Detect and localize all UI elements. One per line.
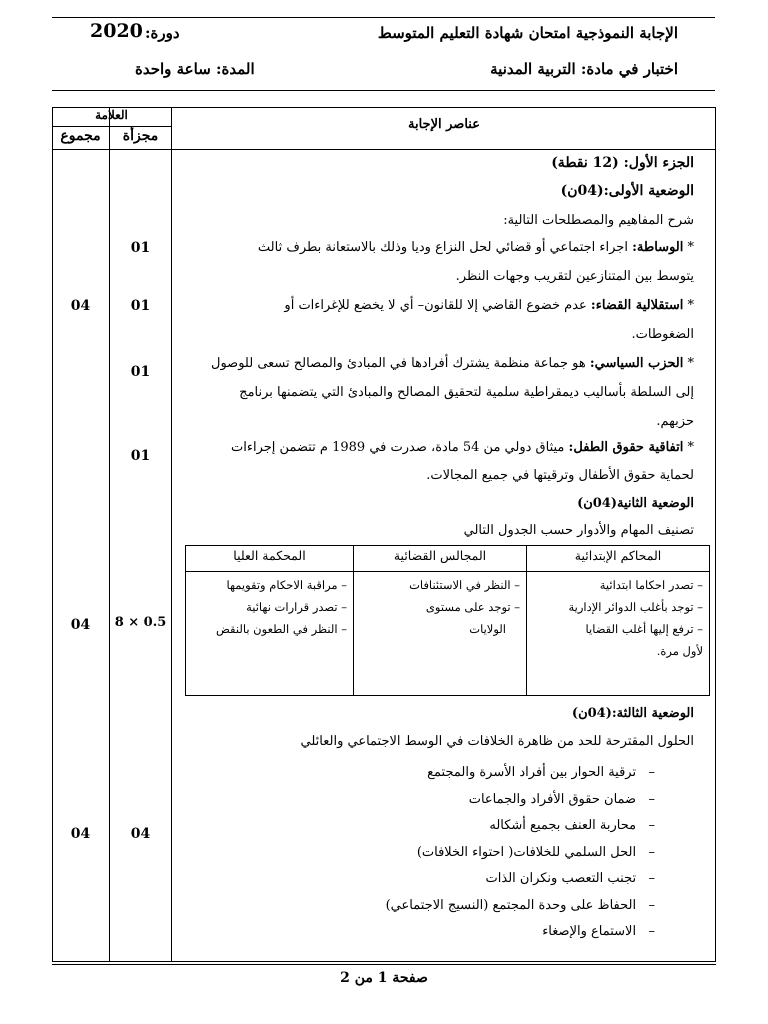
courts-col-supreme: المحكمة العليا: [186, 546, 354, 572]
head-rule-1: [52, 126, 171, 127]
s3-title: الوضعية الثالثة:(04ن): [571, 706, 694, 721]
list-item: – ضمان حقوق الأفراد والجماعات: [468, 791, 655, 807]
s1-item-3-line2: إلى السلطة بأساليب ديمقراطية سلمية لتحقيق المصالح والمبادئ التي يتضمنها برنامج: [239, 385, 694, 400]
footer-rule: [52, 964, 716, 965]
courts-col-councils: المجالس القضائية: [354, 546, 527, 572]
s1-item-2-def: عدم خضوع القاضي إلا للقانون– أي لا يخضع للإغراءات أو: [284, 298, 587, 313]
courts-primary-cell: [527, 572, 710, 696]
list-item: – محاربة العنف بجميع أشكاله: [489, 818, 655, 833]
s1-item-4-line2: لحماية حقوق الأطفال وترقيتها في جميع المجالات.: [426, 468, 694, 483]
list-item: – تصدر احكاما ابتدائية: [599, 578, 703, 592]
courts-supreme-cell: [186, 572, 354, 696]
list-item: – الاستماع والإصغاء: [542, 924, 655, 939]
s1-item-3-def: هو جماعة منظمة يشترك أفرادها في المبادئ والمصالح تسعى للوصول: [211, 356, 586, 371]
s3-solution: محاربة العنف بجميع أشكاله: [489, 818, 637, 833]
list-item: لأول مرة.: [656, 644, 703, 658]
s1-item-3-line3: حزبهم.: [656, 414, 694, 429]
s1-partial-1: 01: [130, 240, 151, 256]
list-item: – تصدر قرارات نهائية: [246, 600, 347, 614]
grade-header: العلامة: [95, 108, 128, 122]
s1-partial-4: 01: [130, 448, 151, 464]
total-header: مجموع: [60, 128, 101, 144]
s3-solution: ترقية الحوار بين أفراد الأسرة والمجتمع: [427, 765, 637, 780]
s3-solution: تجنب التعصب ونكران الذات: [485, 871, 637, 886]
s1-item-1-def: اجراء اجتماعي أو قضائي لحل النزاع وديا وذلك بالاستعانة بطرف ثالث: [257, 240, 628, 255]
answer-elements-header: عناصر الإجابة: [408, 117, 480, 132]
s1-item-3-term: الحزب السياسي:: [589, 356, 684, 371]
s1-item-4-term: اتفاقية حقوق الطفل:: [568, 440, 684, 455]
list-item: – تجنب التعصب ونكران الذات: [485, 871, 655, 886]
col-divider-2: [171, 107, 172, 962]
duration-line: المدة: ساعة واحدة: [135, 60, 255, 78]
exam-title: الإجابة النموذجية امتحان شهادة التعليم المتوسط: [377, 24, 678, 42]
header-bottom-rule: [52, 90, 715, 91]
s2-total: 04: [70, 617, 91, 633]
s3-solution: الاستماع والإصغاء: [542, 924, 637, 939]
list-item: – توجد على مستوى: [425, 600, 520, 614]
s1-partial-2: 01: [130, 298, 151, 314]
head-rule-2: [52, 149, 716, 150]
s2-intro: تصنيف المهام والأدوار حسب الجدول التالي: [463, 523, 694, 538]
courts-councils-cell: [354, 572, 527, 696]
s1-title: الوضعية الأولى:(04ن): [560, 183, 694, 199]
s1-item-1-line2: يتوسط بين المتنازعين لتقريب وجهات النظر.: [455, 269, 694, 284]
session-label: دورة:: [145, 24, 180, 42]
s3-solutions-list: [386, 760, 655, 946]
list-item: – النظر في الاستئنافات: [409, 578, 520, 592]
session-year: 2020: [90, 20, 143, 42]
s3-solution: الحل السلمي للخلافات( احتواء الخلافات): [416, 844, 637, 860]
part1-title: الجزء الأول: (12 نقطة): [551, 155, 694, 171]
s1-total: 04: [70, 298, 91, 314]
s1-item-1-line1: * الوساطة: اجراء اجتماعي أو قضائي لحل النزاع وديا وذلك بالاستعانة بطرف ثالث: [257, 240, 694, 255]
s3-solution: ضمان حقوق الأفراد والجماعات: [468, 791, 637, 807]
list-item: – الحفاظ على وحدة المجتمع (النسيج الاجتماعي): [385, 897, 655, 913]
list-item: – ترقية الحوار بين أفراد الأسرة والمجتمع: [427, 765, 655, 780]
list-item: – مراقبة الاحكام وتقويمها: [226, 578, 347, 592]
list-item: – ترفع إليها أغلب القضايا: [585, 622, 703, 636]
s3-partial: 04: [130, 826, 151, 842]
list-item: – النظر في الطعون بالنقض: [215, 622, 347, 636]
s1-item-2-line1: * استقلالية القضاء: عدم خضوع القاضي إلا للقانون– أي لا يخضع للإغراءات أو: [284, 298, 694, 313]
s1-partial-3: 01: [130, 364, 151, 380]
s1-item-2-line2: الضغوطات.: [631, 327, 694, 342]
list-item: – توجد بأغلب الدوائر الإدارية: [568, 600, 703, 614]
s2-title: الوضعية الثانية(04ن): [577, 496, 694, 511]
courts-col-primary: المحاكم الإبتدائية: [527, 546, 710, 572]
s1-item-3-line1: * الحزب السياسي: هو جماعة منظمة يشترك أفرادها في المبادئ والمصالح تسعى للوصول: [211, 356, 694, 371]
s3-solution: الحفاظ على وحدة المجتمع (النسيج الاجتماعي): [385, 897, 637, 913]
s1-item-2-term: استقلالية القضاء:: [590, 298, 684, 313]
list-item: – الحل السلمي للخلافات( احتواء الخلافات): [416, 844, 655, 860]
s1-item-4-def: ميثاق دولي من 54 مادة، صدرت في 1989 م تتضمن إجراءات: [231, 440, 565, 455]
s1-item-4-line1: * اتفاقية حقوق الطفل: ميثاق دولي من 54 مادة، صدرت في 1989 م تتضمن إجراءات: [231, 440, 694, 455]
s3-total: 04: [70, 826, 91, 842]
subject-line: اختبار في مادة: التربية المدنية: [490, 60, 678, 78]
partial-header: مجزأة: [122, 128, 159, 144]
s1-item-1-term: الوساطة:: [632, 240, 684, 255]
s1-intro: شرح المفاهيم والمصطلحات التالية:: [503, 213, 694, 228]
header-top-rule: [52, 17, 715, 18]
s2-partial: 8 × 0.5: [114, 615, 167, 630]
page-number: صفحة 1 من 2: [340, 970, 428, 986]
list-item: الولايات: [469, 622, 506, 636]
courts-table: [185, 545, 710, 696]
s3-intro: الحلول المقترحة للحد من ظاهرة الخلافات في الوسط الاجتماعي والعائلي: [300, 734, 694, 749]
